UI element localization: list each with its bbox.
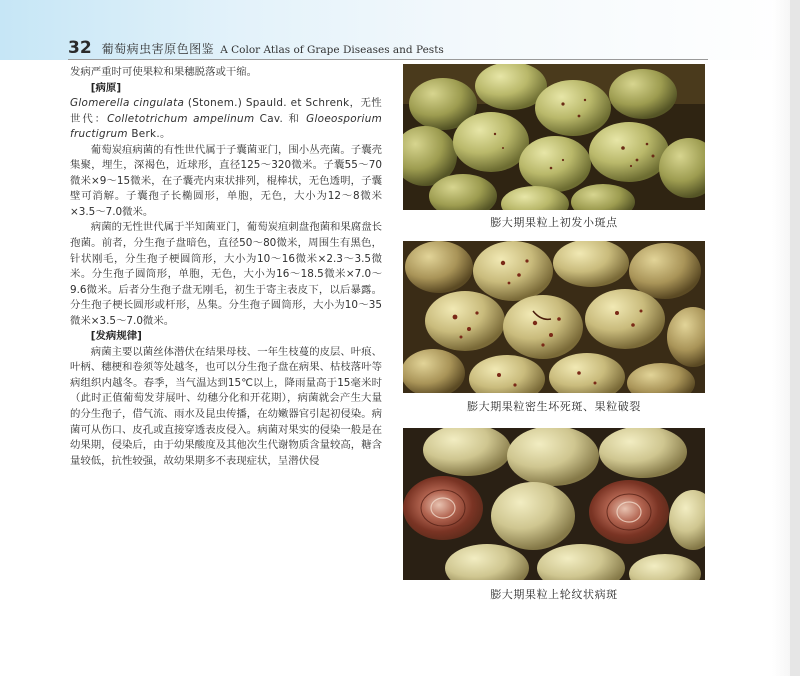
grape-cluster-image-1: [403, 64, 705, 210]
sci-name-colletotrichum: Colletotrichum ampelinum: [107, 112, 255, 125]
caption-photo-3: 膨大期果粒上轮纹状病斑: [490, 588, 618, 601]
pattern-heading: [发病规律]: [90, 330, 142, 343]
photo-early-spots: [403, 64, 705, 210]
pathogen-heading: [病原]: [90, 81, 122, 94]
running-header: [68, 38, 444, 58]
sci-name-glomerella: Glomerella cingulata: [70, 97, 185, 110]
pattern-paragraph: 病菌主要以菌丝体潜伏在结果母枝、一年生枝蔓的皮层、叶痕、叶柄、穗梗和卷须等处越冬，也可以分生孢子盘在病果、枯枝落叶等病组织内越冬。春季，当气温达到15℃以上，降雨量高于15毫米时（此时正值葡萄发芽展叶、幼穗分化和开花期），病菌就会产生大量的分生孢子，借气流、雨水及昆虫传播，在幼嫩器官引起初侵染。病菌可从伤口、皮孔或直接穿透表皮侵入。病菌对果实的侵染一般是在幼果期，侵染后，由于幼果酸度及其他次生代谢物质含量较高，糖含量较低，抗性较强，故幼果期多不表现症状，呈潜伏侵: [70, 345, 382, 467]
authority-1: (Stonem.) Spauld. et Schrenk，无性世代：: [70, 97, 382, 125]
photo-ring-lesions: [403, 428, 705, 580]
book-title-english: A Color Atlas of Grape Diseases and Pests: [220, 44, 444, 56]
authority-3: Berk.。: [127, 128, 171, 141]
caption-photo-2: 膨大期果粒密生坏死斑、果粒破裂: [467, 400, 641, 413]
intro-paragraph: 发病严重时可使果粒和果穗脱落或干缩。: [70, 66, 258, 78]
body-text-column: [70, 65, 382, 469]
authority-2: Cav. 和: [254, 112, 307, 125]
grape-cluster-image-2: [403, 241, 705, 393]
asexual-stage-paragraph: 病菌的无性世代属于半知菌亚门，葡萄炭疽刺盘孢菌和果腐盘长孢菌。前者，分生孢子盘暗色，直径50～80微米，周围生有黑色，针状刚毛，分生孢子梗圆筒形，大小为10～16微米×2.3～3.5微米。分生孢子圆筒形，单胞，无色，大小为16～18.5微米×7.0～9.6微米。后者分生孢子盘无刚毛，初生于寄主表皮下，以后暴露。分生孢子梗长圆形或杆形，丛集。分生孢子圆筒形，大小为10～35微米×3.5～7.0微米。: [70, 221, 382, 327]
page-number: 32: [68, 38, 92, 58]
sci-name-gloeosporium: Gloeosporium fructigrum: [70, 112, 383, 141]
header-rule: [68, 59, 708, 60]
caption-photo-1: 膨大期果粒上初发小斑点: [490, 216, 618, 229]
sexual-stage-paragraph: 葡萄炭疽病菌的有性世代属于子囊菌亚门，围小丛壳菌。子囊壳集聚，埋生，深褐色，近球形，直径125～320微米。子囊55～70微米×9～15微米，在子囊壳内束状排列，棍棒状，无色透明，子囊壁可消解。子囊孢子长椭圆形，单胞，无色，大小为12～8微米×3.5～7.0微米。: [70, 143, 382, 218]
pathogen-names: [70, 96, 382, 143]
book-title-chinese: 葡萄病虫害原色图鉴: [101, 42, 215, 56]
grape-cluster-image-3: [403, 428, 705, 580]
photo-necrotic-spots: [403, 241, 705, 393]
page-edge-shadow: [790, 0, 800, 676]
